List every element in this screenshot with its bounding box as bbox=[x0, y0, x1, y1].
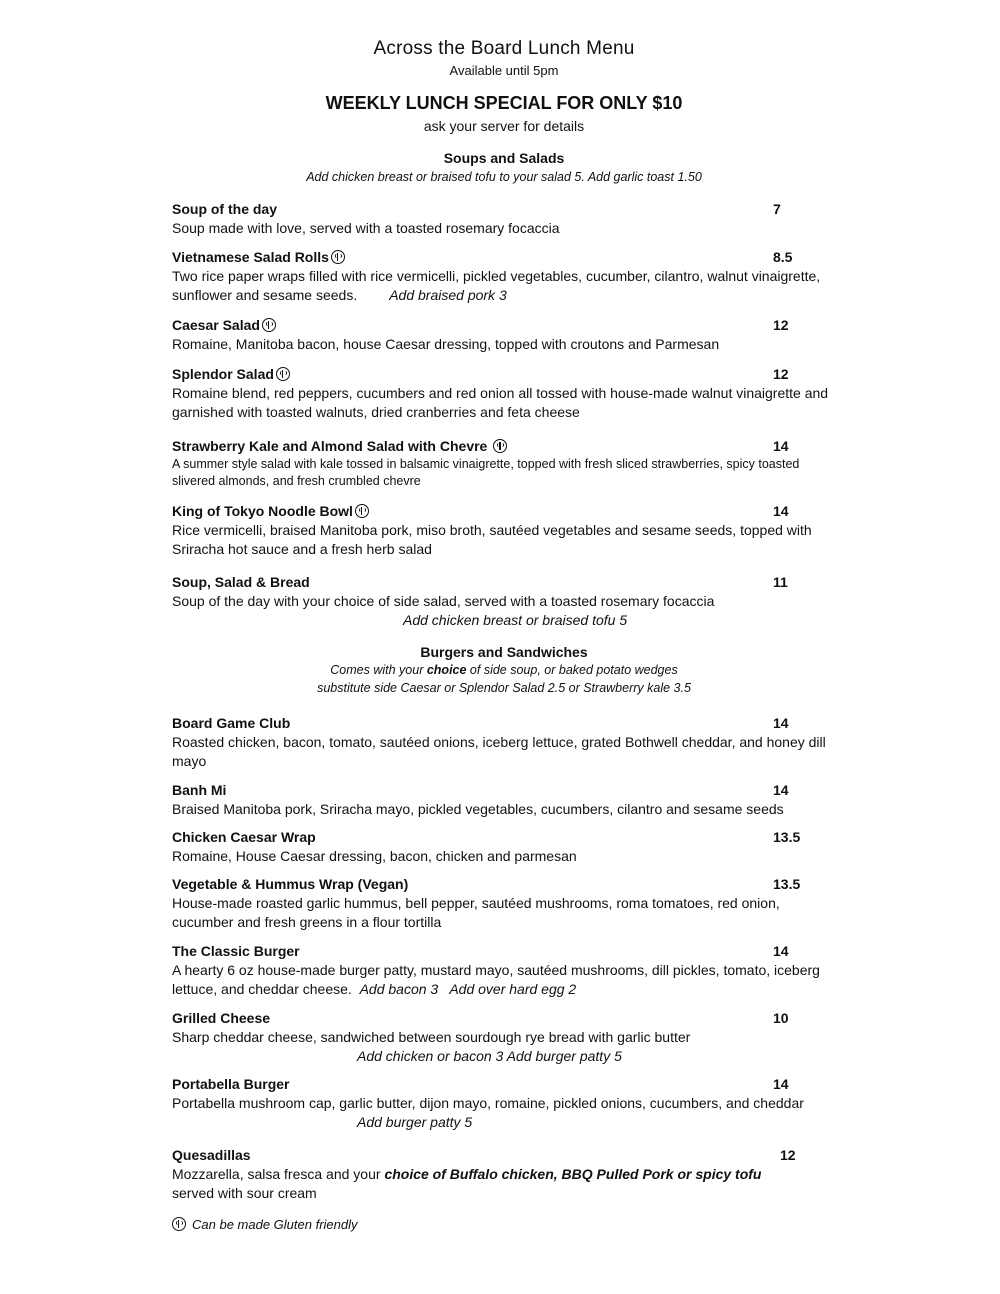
item-description: A summer style salad with kale tossed in balsamic vinaigrette, topped with fresh sliced strawberries, spicy toasted slivered almonds, and fresh crumbled chevre bbox=[172, 457, 800, 488]
item-price: 10 bbox=[773, 1010, 789, 1026]
menu-item bbox=[172, 573, 842, 630]
item-name: Banh Mi bbox=[172, 782, 227, 798]
item-price: 12 bbox=[773, 317, 789, 333]
gluten-friendly-icon bbox=[331, 250, 345, 264]
menu-item bbox=[172, 316, 842, 354]
item-description: Braised Manitoba pork, Sriracha mayo, pickled vegetables, cucumbers, cilantro and sesame seeds bbox=[172, 801, 784, 817]
item-price: 14 bbox=[773, 1076, 789, 1092]
item-price: 14 bbox=[773, 503, 789, 519]
item-price: 13.5 bbox=[773, 829, 801, 845]
gluten-friendly-icon bbox=[172, 1217, 186, 1231]
item-description: Romaine blend, red peppers, cucumbers and red onion all tossed with house-made walnut vinaigrette and garnished with toasted walnuts, dried cranberries and feta cheese bbox=[172, 385, 829, 420]
item-name: King of Tokyo Noodle Bowl bbox=[172, 503, 353, 519]
menu-item bbox=[172, 502, 842, 559]
item-name: Vegetable & Hummus Wrap (Vegan) bbox=[172, 876, 409, 892]
menu-item bbox=[172, 714, 842, 771]
menu-item bbox=[172, 1146, 842, 1203]
item-description: Soup of the day with your choice of side salad, served with a toasted rosemary focaccia bbox=[172, 593, 715, 609]
item-addon: Add burger patty 5 bbox=[357, 1114, 473, 1130]
item-price: 8.5 bbox=[773, 249, 793, 265]
item-description: Roasted chicken, bacon, tomato, sautéed onions, iceberg lettuce, grated Bothwell cheddar, and honey dill mayo bbox=[172, 734, 826, 769]
availability-note: Available until 5pm bbox=[449, 63, 559, 78]
item-description: Romaine, House Caesar dressing, bacon, chicken and parmesan bbox=[172, 848, 577, 864]
item-price: 14 bbox=[773, 438, 789, 454]
item-description: Sharp cheddar cheese, sandwiched between sourdough rye bread with garlic butter bbox=[172, 1029, 691, 1045]
menu-item bbox=[172, 828, 842, 866]
gluten-friendly-icon bbox=[276, 367, 290, 381]
item-name: Vietnamese Salad Rolls bbox=[172, 249, 329, 265]
menu-title: Across the Board Lunch Menu bbox=[373, 38, 635, 59]
gluten-friendly-icon bbox=[493, 439, 507, 453]
item-description: Rice vermicelli, braised Manitoba pork, miso broth, sautéed vegetables and sesame seeds, topped with Sriracha hot sauce and a fresh herb salad bbox=[172, 522, 812, 557]
item-addon: Add bacon 3 Add over hard egg 2 bbox=[359, 981, 577, 997]
section-note-soups-salads: Add chicken breast or braised tofu to your salad 5. Add garlic toast 1.50 bbox=[306, 170, 702, 184]
item-name: Splendor Salad bbox=[172, 366, 274, 382]
item-price: 12 bbox=[780, 1147, 796, 1163]
legend-text: Can be made Gluten friendly bbox=[192, 1217, 358, 1232]
menu-item bbox=[172, 437, 842, 490]
section-note-burgers: Comes with your choice of side soup, or baked potato wedges bbox=[330, 663, 678, 677]
gluten-friendly-icon bbox=[262, 318, 276, 332]
gluten-friendly-icon bbox=[355, 504, 369, 518]
item-description: A hearty 6 oz house-made burger patty, mustard mayo, sautéed mushrooms, dill pickles, tomato, iceberg lettuce, and cheddar cheese. bbox=[172, 962, 820, 997]
gluten-legend bbox=[172, 1217, 357, 1232]
item-price: 13.5 bbox=[773, 876, 801, 892]
section-title-soups-salads: Soups and Salads bbox=[443, 150, 565, 166]
item-name: Soup, Salad & Bread bbox=[172, 574, 310, 590]
item-price: 14 bbox=[773, 715, 789, 731]
item-price: 14 bbox=[773, 782, 789, 798]
item-name: Portabella Burger bbox=[172, 1076, 290, 1092]
item-description: Mozzarella, salsa fresca and your choice of Buffalo chicken, BBQ Pulled Pork or spicy tofu served with sour cream bbox=[172, 1166, 762, 1201]
item-price: 7 bbox=[773, 201, 781, 217]
item-description: Portabella mushroom cap, garlic butter, dijon mayo, romaine, pickled onions, cucumbers, and cheddar bbox=[172, 1095, 804, 1111]
item-description: Two rice paper wraps filled with rice vermicelli, pickled vegetables, cucumber, cilantro, walnut vinaigrette, sunflower and sesame seeds. bbox=[172, 268, 821, 303]
menu-item bbox=[172, 942, 842, 999]
item-addon: Add braised pork 3 bbox=[389, 287, 507, 303]
item-name: Quesadillas bbox=[172, 1147, 251, 1163]
menu-item bbox=[172, 1075, 842, 1132]
item-addon: Add chicken or bacon 3 Add burger patty 5 bbox=[357, 1048, 622, 1064]
menu-item bbox=[172, 1009, 842, 1066]
item-description: House-made roasted garlic hummus, bell pepper, sautéed mushrooms, roma tomatoes, red onion, cucumber and fresh greens in a flour tortilla bbox=[172, 895, 780, 930]
item-name: Caesar Salad bbox=[172, 317, 260, 333]
section-note2-burgers: substitute side Caesar or Splendor Salad 2.5 or Strawberry kale 3.5 bbox=[317, 681, 691, 695]
item-description: Soup made with love, served with a toasted rosemary focaccia bbox=[172, 220, 560, 236]
item-description: Romaine, Manitoba bacon, house Caesar dressing, topped with croutons and Parmesan bbox=[172, 336, 720, 352]
item-name: Strawberry Kale and Almond Salad with Chevre bbox=[172, 438, 488, 454]
menu-item bbox=[172, 365, 842, 422]
item-name: Soup of the day bbox=[172, 201, 277, 217]
item-name: The Classic Burger bbox=[172, 943, 300, 959]
item-name: Board Game Club bbox=[172, 715, 291, 731]
weekly-special: WEEKLY LUNCH SPECIAL FOR ONLY $10 bbox=[325, 93, 683, 113]
menu-item bbox=[172, 248, 842, 305]
special-note: ask your server for details bbox=[423, 118, 585, 134]
menu-item bbox=[172, 781, 842, 819]
menu-item bbox=[172, 200, 842, 238]
item-name: Chicken Caesar Wrap bbox=[172, 829, 316, 845]
item-price: 14 bbox=[773, 943, 789, 959]
section-title-burgers: Burgers and Sandwiches bbox=[420, 644, 588, 660]
item-price: 12 bbox=[773, 366, 789, 382]
item-addon: Add chicken breast or braised tofu 5 bbox=[403, 612, 628, 628]
item-name: Grilled Cheese bbox=[172, 1010, 271, 1026]
menu-item bbox=[172, 875, 842, 932]
item-price: 11 bbox=[773, 574, 788, 590]
